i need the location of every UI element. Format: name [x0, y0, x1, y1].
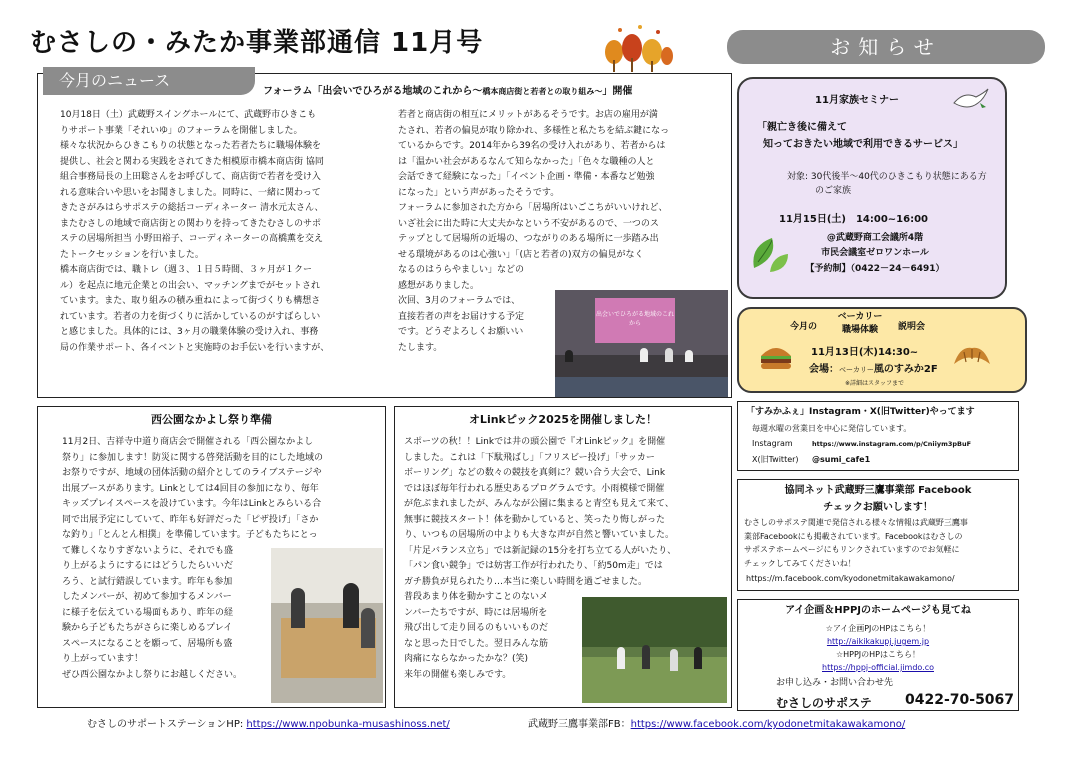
forum-title: フォーラム「出会いでひろがる地域のこれから～ — [263, 86, 483, 97]
footer-hp — [87, 715, 450, 730]
instagram-link[interactable]: https://www.instagram.com/p/Cniiym3pBuF — [812, 440, 972, 448]
bakery-date: 11月13日(木)14:30~ — [811, 347, 919, 358]
text-line: なと思った日でした。翌日みんな筋 — [404, 638, 549, 649]
text-line: り上がるようにするにはどうしたらいいだ — [62, 561, 234, 571]
text-line: テップとして居場所の近場の、つながりのある場所に一歩踏み出 — [398, 234, 659, 244]
croissant-icon — [950, 342, 994, 372]
text-line: 普段あまり体を動かすことのないメ — [404, 592, 549, 602]
footer-hp-link[interactable]: https://www.npobunka-musashinoss.net/ — [246, 719, 450, 730]
text-line: たします。 — [398, 342, 443, 353]
facebook-title-1: 協同ネット武蔵野三鷹事業部 Facebook — [784, 485, 972, 496]
autumn-trees-illustration — [600, 22, 675, 74]
bakery-venue-label: 会場： — [809, 364, 839, 375]
text-line: 局の作業サポート、各イベントと実施時のお手伝いを行いますが、 — [60, 342, 330, 353]
text-line: お祭りですが、地域の団体活動の紹介としてのライブステージや — [62, 468, 322, 478]
contact-phone: 0422-70-5067 — [905, 692, 1015, 708]
forum-headline — [263, 84, 632, 100]
homepage-title: アイ企画＆HPPJのホームページも見てね — [785, 605, 971, 616]
x-label: X(旧Twitter) — [752, 455, 799, 464]
text-line: 会話できて経験になった」「イベント企画・準備・本番など勉強 — [398, 172, 655, 182]
text-line: 業部Facebookにも掲載されています。Facebookはむさしの — [744, 531, 963, 541]
text-line: 「片足バランス立ち」では新記録の15分を打ち立てる人がいたり、 — [404, 545, 677, 556]
text-line: 感想がありました。 — [398, 280, 480, 291]
text-line: 無事に競技スタート！体を動かしていると、笑ったり悔しがった — [404, 514, 666, 525]
text-line: サポステホームページにもリンクされていますのでお気軽に — [744, 545, 960, 554]
bakery-line-1: ベーカリー — [837, 312, 883, 322]
text-line: したメンバーが、初めて参加するメンバー — [62, 592, 232, 602]
text-line: 飛び出して走り回るのもいいものだ — [404, 623, 549, 633]
seminar-quote-2: 知っておきたい地域で利用できるサービス」 — [763, 139, 963, 150]
bakery-venue — [809, 362, 938, 379]
text-line: 肉痛にならなかったかな？(笑) — [404, 654, 529, 664]
text-line: は「温かい社会があるなんて知らなかった」「色々な職種の人と — [398, 156, 655, 167]
text-line: 若者と商店街の相互にメリットがあるそうです。お店の雇用が満 — [398, 110, 658, 120]
forum-photo — [555, 290, 728, 397]
text-line: いざ社会に出た時に大丈夫かなという不安があるので、一つのス — [398, 218, 659, 229]
instagram-title: 「すみかふぇ」Instagram・X(旧Twitter)やってます — [746, 407, 975, 417]
notice-header: お知らせ — [727, 30, 1045, 64]
text-line: たされ、若者の偏見が取り除かれ、多様性と私たちを結ぶ鍵になっ — [398, 125, 670, 136]
olinkpic-photo — [582, 597, 727, 703]
leaf-icon — [748, 232, 792, 276]
bakery-suffix: 説明会 — [898, 322, 926, 332]
text-line: りサポート事業「それいゆ」のフォーラムを開催しました。 — [60, 125, 303, 136]
text-line: て難しくなりすぎないように、それでも盛 — [62, 545, 234, 556]
footer-fb-link[interactable]: https://www.facebook.com/kyodonetmitakawakamono/ — [630, 719, 906, 730]
text-line: です。どうぞよろしくお願いい — [398, 327, 524, 337]
text-line: ステの居場所担当 小野田裕子、コーディネーターの高橋薫を交え — [60, 234, 323, 244]
text-line: 次回、3月のフォーラムでは、 — [398, 296, 521, 306]
text-line: な釣り」「とんとん相撲」を準備しています。子どもたちにとっ — [62, 530, 318, 540]
text-line: 出展ブースがあります。Linkとしては4回目の参加になり、毎年 — [62, 483, 319, 494]
text-line: たトークセッションを行いました。 — [60, 249, 204, 260]
text-line: なるのはうらやましい」などの — [398, 265, 525, 275]
text-line: ではほぼ毎年行われる歴史あるプログラムです。小雨模様で開催 — [404, 483, 665, 494]
contact-org: むさしのサポステ — [776, 696, 872, 710]
facebook-body — [744, 516, 968, 570]
seminar-target-1: 対象: 30代後半～40代のひきこもり状態にある方 — [787, 172, 987, 182]
facebook-url[interactable]: https://m.facebook.com/kyodonetmitakawakamono/ — [746, 574, 955, 583]
text-line: キッズプレイスペースを設けています。今年はLinkとみらいる合 — [62, 499, 322, 509]
text-line: スペースになることを願って、居場所も盛 — [62, 638, 233, 649]
text-line: に様子を伝えている場面もあり、昨年の経 — [62, 607, 234, 618]
text-line: と感じました。具体的には、3ヶ月の職業体験の受け入れ、事務 — [60, 327, 319, 337]
text-line: ろう、と試行錯誤しています。昨年も参加 — [62, 576, 233, 587]
nishi-koen-title: 西公園なかよし祭り準備 — [151, 413, 272, 426]
text-line: 験から子どもたちがさらに楽しめるプレイ — [62, 623, 233, 633]
text-line: 組合事務局長の上田聡さんをお呼びして、商店街で若者を受け入 — [60, 172, 321, 182]
text-line: 10月18日（土）武蔵野スイングホールにて、武蔵野市ひきこも — [60, 110, 317, 120]
dove-icon — [950, 85, 990, 115]
text-line: ているからです。2014年から39名の受け入れがあり、若者からは — [398, 141, 666, 151]
forum-title-small: 橋本商店街と若者との取り組み～ — [482, 87, 603, 96]
text-line: しました。これは「下駄飛ばし」「フリスビー投げ」「サッカー — [404, 452, 655, 463]
text-line: 直接若者の声をお届けする予定 — [398, 311, 525, 322]
bakery-note: ※詳細はスタッフまで — [845, 380, 905, 387]
text-line: り、いつもの居場所の中よりも大きな声が自然と響いていました。 — [404, 530, 675, 540]
bakery-venue-small: ベーカリー — [839, 366, 874, 374]
news-left-column — [60, 108, 395, 356]
seminar-date: 11月15日(土) 14:00~16:00 — [779, 214, 929, 225]
facebook-title-2: チェックお願いします！ — [823, 502, 933, 513]
text-line: フォーラムに参加された方から「居場所はいごこちがいいけれど、 — [398, 203, 668, 213]
instagram-label: Instagram — [752, 439, 793, 448]
seminar-target-2: のご家族 — [815, 186, 852, 196]
news-section-label: 今月のニュース — [43, 67, 255, 95]
contact-label: お申し込み・お問い合わせ先 — [776, 678, 894, 688]
text-line: が危ぶまれましたが、みんなが公園に集まると青空も見えて来て、 — [404, 499, 674, 509]
hppj-label: ☆HPPJのHPはこちら！ — [835, 650, 921, 659]
text-line: ています。また、取り組みの積み重ねによって街づくりも構想さ — [60, 296, 321, 306]
text-line: 祭り」に参加します！防災に関する啓発活動を目的にした地域の — [62, 452, 324, 463]
bakery-line-2: 職場体験 — [841, 325, 878, 335]
seminar-reserve: 【予約制】（0422－24－6491） — [805, 264, 945, 274]
text-line: れています。若者の力を街づくりに活かしているのがすばらしい — [60, 311, 321, 322]
text-line: ル）を起点に地元企業との出会い、マッチングまでがセットされ — [60, 280, 321, 291]
text-line: きたさがみはらサポステの総括コーディネーター 清水元太さん、 — [60, 203, 324, 213]
seminar-venue-1: @武蔵野商工会議所4階 — [826, 233, 924, 243]
text-line: ボーリング」などの数々の競技を真剣に？競い合う大会で、Link — [404, 468, 666, 478]
text-line: 11月2日、吉祥寺中道り商店会で開催される「西公園なかよし — [62, 437, 314, 447]
x-handle[interactable]: @sumi_cafe1 — [812, 455, 871, 464]
seminar-venue-2: 市民会議室ゼロワンホール — [821, 248, 929, 258]
forum-title-end: 」開催 — [602, 86, 633, 97]
burger-icon — [758, 342, 794, 372]
aikikaku-label: ☆アイ企画PJのHPはこちら！ — [825, 624, 931, 633]
text-line: せる環境があるのは心強い」「(店と若者の)双方の偏見がなく — [398, 249, 644, 260]
page-title: むさしの・みたか事業部通信 11月号 — [30, 28, 484, 58]
seminar-title: 11月家族セミナー — [815, 95, 899, 106]
seminar-quote-1: 「親亡き後に備えて — [757, 122, 847, 133]
text-line: チェックしてみてくださいね！ — [744, 558, 856, 568]
text-line: り上がっています！ — [62, 654, 144, 664]
bakery-prefix: 今月の — [790, 322, 818, 332]
text-line: またむさしの地域で商店街との関わりを持ってきたむさしのサポ — [60, 218, 322, 229]
text-line: 提供し、社会と関わる実践をされてきた相模原市橋本商店街 協同 — [60, 156, 324, 167]
text-line: むさしのサポステ関連で発信される様々な情報は武蔵野三鷹事 — [744, 518, 968, 527]
text-line: ンバーたちですが、時には居場所を — [404, 607, 548, 618]
instagram-sub: 毎週水曜の営業日を中心に発信しています。 — [752, 424, 912, 433]
footer-fb — [528, 715, 905, 730]
text-line: 様々な状況からひきこもりの状態となった若者たちに職場体験を — [60, 141, 322, 151]
footer-fb-label: 武蔵野三鷹事業部FB： — [528, 719, 631, 730]
forum-screen: 出会いでひろがる地域のこれから — [595, 298, 675, 343]
aikikaku-link[interactable]: http://aikikakupj.jugem.jp — [826, 637, 930, 646]
nishi-koen-photo — [271, 548, 383, 703]
text-line: れる意味合いや思いをお聞きしました。同時に、一緒に関わって — [60, 187, 321, 198]
hppj-link[interactable]: https://hppj-official.jimdo.co — [822, 663, 934, 672]
text-line: 同で出展予定にしていて、昨年も好評だった「ピザ投げ」「さか — [62, 514, 319, 525]
text-line: になった」という声があったそうです。 — [398, 187, 560, 198]
text-line: ぜひ西公園なかよし祭りにお越しください。 — [62, 669, 243, 680]
text-line: スポーツの秋！！Linkでは井の頭公園で『オLinkピック』を開催 — [404, 437, 666, 447]
text-line: 来年の開催も楽しみです。 — [404, 669, 512, 680]
olinkpic-title: オLinkピック2025を開催しました！ — [468, 413, 658, 426]
bakery-venue-name: 風のすみか2F — [873, 364, 938, 375]
text-line: 橋本商店街では、職トレ（週３、１日５時間、３ヶ月が１クー — [60, 265, 313, 275]
text-line: ガチ勝負が見られたり…本当に楽しい時間を過ごせました。 — [404, 576, 648, 587]
text-line: 「パン食い競争」では妨害工作が行われたり、「約50m走」では — [404, 561, 663, 571]
footer-hp-label: むさしのサポートステーションHP: — [87, 719, 247, 730]
